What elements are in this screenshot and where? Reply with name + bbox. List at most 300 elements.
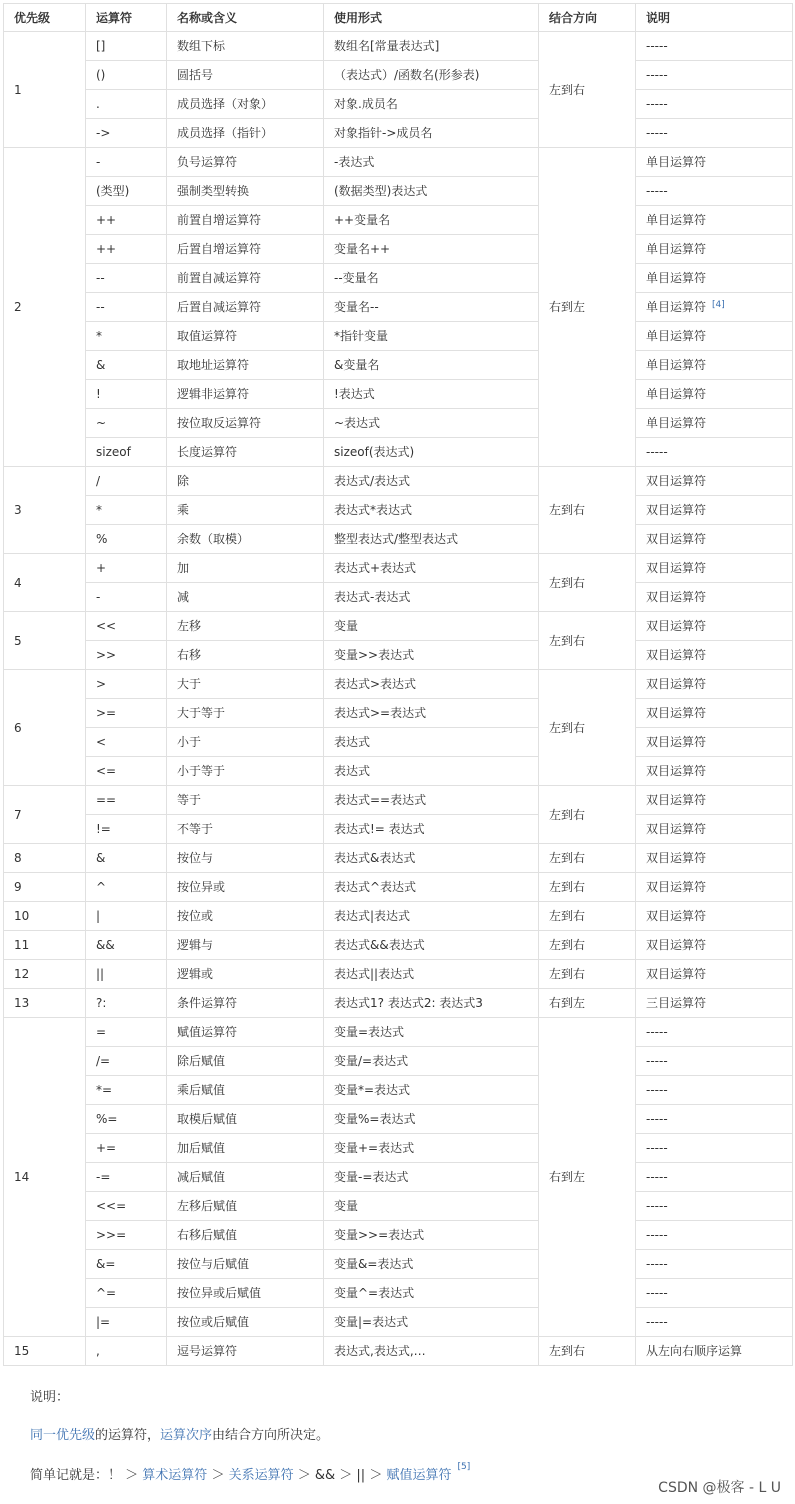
cell-level: 3 <box>4 467 86 554</box>
cell-note-text: 单目运算符 <box>646 387 707 401</box>
table-row <box>4 293 793 322</box>
table-row <box>4 873 793 902</box>
table-row <box>4 612 793 641</box>
cell-operator: ~ <box>86 409 167 438</box>
cell-operator: + <box>86 554 167 583</box>
cell-form: ~表达式 <box>324 409 539 438</box>
cell-operator: *= <box>86 1076 167 1105</box>
cell-direction: 左到右 <box>539 902 636 931</box>
cell-form: 表达式==表达式 <box>324 786 539 815</box>
table-row <box>4 670 793 699</box>
cell-level: 7 <box>4 786 86 844</box>
cell-direction: 左到右 <box>539 670 636 786</box>
cell-note-text: 双目运算符 <box>646 938 707 952</box>
table-row <box>4 32 793 61</box>
cell-direction: 右到左 <box>539 1018 636 1337</box>
cell-operator: & <box>86 351 167 380</box>
cell-note-text: ----- <box>646 1083 668 1097</box>
cell-note-text: 双目运算符 <box>646 793 707 807</box>
cell-operator: (类型) <box>86 177 167 206</box>
cell-note-text: 双目运算符 <box>646 706 707 720</box>
cell-operator: , <box>86 1337 167 1366</box>
cell-name: 小于等于 <box>167 757 324 786</box>
cell-operator: = <box>86 1018 167 1047</box>
link-arithmetic-operators[interactable]: 算术运算符 <box>142 1468 208 1483</box>
cell-name: 按位或后赋值 <box>167 1308 324 1337</box>
cell-operator: != <box>86 815 167 844</box>
cell-note-text: 三目运算符 <box>646 996 707 1010</box>
cell-note <box>636 931 793 960</box>
table-row <box>4 728 793 757</box>
cell-form: 变量=表达式 <box>324 1018 539 1047</box>
cell-form: 变量*=表达式 <box>324 1076 539 1105</box>
cell-operator: < <box>86 728 167 757</box>
notes-text: 简单记就是：！ ＞ <box>30 1468 139 1483</box>
cell-note <box>636 1134 793 1163</box>
cell-name: 减后赋值 <box>167 1163 324 1192</box>
cell-note <box>636 699 793 728</box>
cell-note <box>636 322 793 351</box>
cell-level: 2 <box>4 148 86 467</box>
table-row <box>4 844 793 873</box>
cell-name: 取地址运算符 <box>167 351 324 380</box>
cell-form: 表达式^表达式 <box>324 873 539 902</box>
cell-note <box>636 786 793 815</box>
cell-name: 逗号运算符 <box>167 1337 324 1366</box>
cell-name: 取模后赋值 <box>167 1105 324 1134</box>
table-row <box>4 467 793 496</box>
notes-line-2 <box>30 1464 470 1483</box>
cell-note <box>636 525 793 554</box>
table-header-row <box>4 4 793 32</box>
cell-operator: ! <box>86 380 167 409</box>
cell-name: 按位与后赋值 <box>167 1250 324 1279</box>
link-same-precedence[interactable]: 同一优先级 <box>30 1428 96 1443</box>
cell-level: 11 <box>4 931 86 960</box>
cell-operator: >>= <box>86 1221 167 1250</box>
header-level: 优先级 <box>4 4 86 32</box>
cell-operator: ?: <box>86 989 167 1018</box>
cell-note-text: ----- <box>646 1054 668 1068</box>
cell-note <box>636 351 793 380</box>
cell-note-text: ----- <box>646 97 668 111</box>
table-row <box>4 322 793 351</box>
cell-form: 变量>>=表达式 <box>324 1221 539 1250</box>
cell-name: 左移后赋值 <box>167 1192 324 1221</box>
cell-note <box>636 1337 793 1366</box>
cell-form: 对象.成员名 <box>324 90 539 119</box>
cell-note <box>636 32 793 61</box>
cell-operator: >> <box>86 641 167 670</box>
cell-name: 加 <box>167 554 324 583</box>
cell-note <box>636 641 793 670</box>
cell-level: 13 <box>4 989 86 1018</box>
cell-name: 长度运算符 <box>167 438 324 467</box>
cell-operator: | <box>86 902 167 931</box>
table-row <box>4 438 793 467</box>
cell-form: 数组名[常量表达式] <box>324 32 539 61</box>
cell-form: 表达式+表达式 <box>324 554 539 583</box>
cell-form: 表达式-表达式 <box>324 583 539 612</box>
cell-form: 变量^=表达式 <box>324 1279 539 1308</box>
cell-operator: / <box>86 467 167 496</box>
link-relational-operators[interactable]: 关系运算符 <box>228 1468 294 1483</box>
header-form: 使用形式 <box>324 4 539 32</box>
table-row <box>4 409 793 438</box>
cell-note <box>636 583 793 612</box>
cell-operator: -- <box>86 264 167 293</box>
table-row <box>4 177 793 206</box>
cell-operator: <= <box>86 757 167 786</box>
table-row <box>4 815 793 844</box>
cell-note-text: 双目运算符 <box>646 851 707 865</box>
cell-note-text: ----- <box>646 1025 668 1039</box>
cell-note <box>636 902 793 931</box>
cell-note <box>636 1076 793 1105</box>
cell-note-text: ----- <box>646 1315 668 1329</box>
cell-form: 变量名++ <box>324 235 539 264</box>
cell-name: 按位与 <box>167 844 324 873</box>
cell-note-text: 双目运算符 <box>646 561 707 575</box>
header-direction: 结合方向 <box>539 4 636 32</box>
cell-form: 表达式 <box>324 728 539 757</box>
cell-name: 右移 <box>167 641 324 670</box>
cell-note-text: 双目运算符 <box>646 822 707 836</box>
cell-note <box>636 177 793 206</box>
cell-note <box>636 1018 793 1047</box>
cell-note-text: 单目运算符 <box>646 358 707 372</box>
cell-note-text: ----- <box>646 1257 668 1271</box>
table-row <box>4 119 793 148</box>
cell-note-text: ----- <box>646 445 668 459</box>
cell-direction: 左到右 <box>539 844 636 873</box>
cell-note <box>636 554 793 583</box>
cell-name: 条件运算符 <box>167 989 324 1018</box>
cell-level: 6 <box>4 670 86 786</box>
cell-note-text: 单目运算符 <box>646 213 707 227</box>
cell-note <box>636 728 793 757</box>
cell-operator: += <box>86 1134 167 1163</box>
cell-name: 除后赋值 <box>167 1047 324 1076</box>
cell-level: 4 <box>4 554 86 612</box>
cell-form: 变量>>表达式 <box>324 641 539 670</box>
cell-form: 表达式,表达式,… <box>324 1337 539 1366</box>
cell-note <box>636 815 793 844</box>
cell-operator: ++ <box>86 206 167 235</box>
cell-note-text: 双目运算符 <box>646 648 707 662</box>
cell-name: 数组下标 <box>167 32 324 61</box>
cell-form: 变量+=表达式 <box>324 1134 539 1163</box>
cell-name: 负号运算符 <box>167 148 324 177</box>
table-row <box>4 699 793 728</box>
cell-note-text: 单目运算符 <box>646 242 707 256</box>
cell-note <box>636 1192 793 1221</box>
cell-operator: * <box>86 322 167 351</box>
table-row <box>4 554 793 583</box>
cell-direction: 右到左 <box>539 989 636 1018</box>
table-row <box>4 1221 793 1250</box>
cell-name: 成员选择（指针） <box>167 119 324 148</box>
cell-form: 变量-=表达式 <box>324 1163 539 1192</box>
cell-form: 变量&=表达式 <box>324 1250 539 1279</box>
cell-operator: % <box>86 525 167 554</box>
table-row <box>4 1076 793 1105</box>
csdn-watermark: CSDN @极客 - L U <box>658 1480 781 1496</box>
cell-note-text: 双目运算符 <box>646 532 707 546</box>
cell-name: 圆括号 <box>167 61 324 90</box>
cell-direction: 左到右 <box>539 931 636 960</box>
cell-operator: ++ <box>86 235 167 264</box>
cell-form: (数据类型)表达式 <box>324 177 539 206</box>
cell-note-text: ----- <box>646 39 668 53</box>
table-body <box>4 32 793 1366</box>
cell-form: 表达式1? 表达式2: 表达式3 <box>324 989 539 1018</box>
cell-name: 逻辑或 <box>167 960 324 989</box>
cell-name: 成员选择（对象） <box>167 90 324 119</box>
cell-note <box>636 960 793 989</box>
cell-note-text: 双目运算符 <box>646 764 707 778</box>
cell-note-text: 双目运算符 <box>646 735 707 749</box>
cell-level: 8 <box>4 844 86 873</box>
cell-direction: 左到右 <box>539 786 636 844</box>
cell-operator: ^= <box>86 1279 167 1308</box>
cell-level: 10 <box>4 902 86 931</box>
cell-form: *指针变量 <box>324 322 539 351</box>
table-row <box>4 1018 793 1047</box>
cell-name: 等于 <box>167 786 324 815</box>
table-row <box>4 148 793 177</box>
cell-form: 表达式>表达式 <box>324 670 539 699</box>
link-eval-order[interactable]: 运算次序 <box>160 1428 213 1443</box>
table-row <box>4 989 793 1018</box>
cell-name: 除 <box>167 467 324 496</box>
cell-note-text: 双目运算符 <box>646 474 707 488</box>
cell-operator: * <box>86 496 167 525</box>
table-row <box>4 206 793 235</box>
cell-note <box>636 264 793 293</box>
cell-note <box>636 467 793 496</box>
cell-form: 对象指针->成员名 <box>324 119 539 148</box>
cell-form: 变量|=表达式 <box>324 1308 539 1337</box>
cell-operator: >= <box>86 699 167 728</box>
cell-operator: - <box>86 148 167 177</box>
cell-name: 右移后赋值 <box>167 1221 324 1250</box>
cell-note <box>636 438 793 467</box>
cell-name: 取值运算符 <box>167 322 324 351</box>
cell-name: 逻辑与 <box>167 931 324 960</box>
cell-direction: 左到右 <box>539 1337 636 1366</box>
cell-operator: /= <box>86 1047 167 1076</box>
cell-direction: 左到右 <box>539 960 636 989</box>
cell-note-text: 双目运算符 <box>646 880 707 894</box>
cell-form: &变量名 <box>324 351 539 380</box>
cell-note-text: ----- <box>646 1286 668 1300</box>
table-row <box>4 1163 793 1192</box>
cell-direction: 左到右 <box>539 32 636 148</box>
cell-form: 表达式|表达式 <box>324 902 539 931</box>
link-assignment-operators[interactable]: 赋值运算符 <box>386 1468 452 1483</box>
reference-4[interactable]: [4] <box>712 300 725 310</box>
cell-note <box>636 1047 793 1076</box>
cell-form: 变量 <box>324 1192 539 1221</box>
cell-note <box>636 61 793 90</box>
cell-form: 表达式&&表达式 <box>324 931 539 960</box>
cell-name: 余数（取模） <box>167 525 324 554</box>
notes-text: ＞ <box>211 1468 225 1483</box>
cell-form: !表达式 <box>324 380 539 409</box>
cell-form: 变量/=表达式 <box>324 1047 539 1076</box>
cell-operator: > <box>86 670 167 699</box>
cell-note <box>636 1308 793 1337</box>
cell-level: 5 <box>4 612 86 670</box>
cell-name: 前置自减运算符 <box>167 264 324 293</box>
cell-level: 9 <box>4 873 86 902</box>
header-note: 说明 <box>636 4 793 32</box>
table-row <box>4 1047 793 1076</box>
cell-note-text: ----- <box>646 126 668 140</box>
table-row <box>4 264 793 293</box>
cell-note <box>636 1221 793 1250</box>
cell-note-text: ----- <box>646 1199 668 1213</box>
table-row <box>4 1105 793 1134</box>
cell-name: 按位异或 <box>167 873 324 902</box>
table-row <box>4 1250 793 1279</box>
header-operator: 运算符 <box>86 4 167 32</box>
cell-name: 大于 <box>167 670 324 699</box>
cell-note <box>636 90 793 119</box>
cell-operator: [] <box>86 32 167 61</box>
table-row <box>4 1308 793 1337</box>
cell-name: 加后赋值 <box>167 1134 324 1163</box>
cell-note-text: 双目运算符 <box>646 677 707 691</box>
cell-note-text: ----- <box>646 184 668 198</box>
cell-name: 乘后赋值 <box>167 1076 324 1105</box>
cell-operator: . <box>86 90 167 119</box>
cell-name: 大于等于 <box>167 699 324 728</box>
cell-name: 乘 <box>167 496 324 525</box>
cell-note-text: 双目运算符 <box>646 909 707 923</box>
cell-operator: () <box>86 61 167 90</box>
cell-form: 整型表达式/整型表达式 <box>324 525 539 554</box>
cell-note-text: 双目运算符 <box>646 967 707 981</box>
cell-operator: ^ <box>86 873 167 902</box>
cell-operator: <<= <box>86 1192 167 1221</box>
table-row <box>4 786 793 815</box>
cell-form: --变量名 <box>324 264 539 293</box>
cell-note <box>636 1105 793 1134</box>
cell-name: 赋值运算符 <box>167 1018 324 1047</box>
cell-note <box>636 757 793 786</box>
cell-operator: || <box>86 960 167 989</box>
cell-name: 减 <box>167 583 324 612</box>
cell-name: 按位取反运算符 <box>167 409 324 438</box>
table-row <box>4 931 793 960</box>
cell-direction: 左到右 <box>539 873 636 902</box>
cell-form: 变量%=表达式 <box>324 1105 539 1134</box>
cell-note <box>636 1163 793 1192</box>
cell-operator: << <box>86 612 167 641</box>
cell-name: 左移 <box>167 612 324 641</box>
notes-text: 由结合方向所决定。 <box>212 1428 330 1443</box>
cell-note-text: 单目运算符 <box>646 416 707 430</box>
cell-operator: &= <box>86 1250 167 1279</box>
cell-form: sizeof(表达式) <box>324 438 539 467</box>
cell-note-text: 双目运算符 <box>646 503 707 517</box>
cell-level: 15 <box>4 1337 86 1366</box>
cell-note <box>636 293 793 322</box>
table-row <box>4 525 793 554</box>
cell-operator: -- <box>86 293 167 322</box>
cell-note-text: ----- <box>646 1170 668 1184</box>
cell-note <box>636 989 793 1018</box>
cell-note <box>636 1250 793 1279</box>
cell-form: 表达式>=表达式 <box>324 699 539 728</box>
table-row <box>4 61 793 90</box>
cell-note <box>636 496 793 525</box>
cell-note-text: 单目运算符 <box>646 271 707 285</box>
cell-form: 表达式/表达式 <box>324 467 539 496</box>
cell-name: 后置自减运算符 <box>167 293 324 322</box>
notes-line-1 <box>30 1424 329 1443</box>
cell-note-text: 双目运算符 <box>646 619 707 633</box>
notes-title: 说明： <box>30 1390 70 1405</box>
table-row <box>4 583 793 612</box>
cell-note-text: ----- <box>646 1228 668 1242</box>
cell-form: 变量 <box>324 612 539 641</box>
notes-text: ＞ && ＞ || ＞ <box>297 1468 383 1483</box>
cell-note-text: ----- <box>646 1112 668 1126</box>
cell-form: 表达式&表达式 <box>324 844 539 873</box>
table-row <box>4 757 793 786</box>
cell-operator: && <box>86 931 167 960</box>
cell-level: 14 <box>4 1018 86 1337</box>
cell-form: 表达式||表达式 <box>324 960 539 989</box>
table-row <box>4 1192 793 1221</box>
cell-note <box>636 612 793 641</box>
cell-note <box>636 235 793 264</box>
reference-5[interactable]: [5] <box>457 1462 471 1472</box>
cell-form: 表达式 <box>324 757 539 786</box>
cell-operator: sizeof <box>86 438 167 467</box>
cell-note <box>636 873 793 902</box>
cell-form: 变量名-- <box>324 293 539 322</box>
table-row <box>4 351 793 380</box>
table-row <box>4 380 793 409</box>
cell-operator: - <box>86 583 167 612</box>
cell-note <box>636 409 793 438</box>
cell-note-text: 单目运算符 <box>646 329 707 343</box>
cell-note <box>636 119 793 148</box>
cell-name: 按位或 <box>167 902 324 931</box>
cell-direction: 左到右 <box>539 612 636 670</box>
cell-operator: %= <box>86 1105 167 1134</box>
cell-note <box>636 844 793 873</box>
cell-direction: 右到左 <box>539 148 636 467</box>
cell-direction: 左到右 <box>539 554 636 612</box>
cell-note <box>636 1279 793 1308</box>
cell-note-text: 单目运算符 <box>646 155 707 169</box>
table-row <box>4 960 793 989</box>
cell-level: 1 <box>4 32 86 148</box>
header-name: 名称或含义 <box>167 4 324 32</box>
cell-form: （表达式）/函数名(形参表) <box>324 61 539 90</box>
table-row <box>4 641 793 670</box>
table-row <box>4 902 793 931</box>
cell-form: 表达式*表达式 <box>324 496 539 525</box>
cell-note-text: 双目运算符 <box>646 590 707 604</box>
cell-operator: & <box>86 844 167 873</box>
cell-operator: -= <box>86 1163 167 1192</box>
